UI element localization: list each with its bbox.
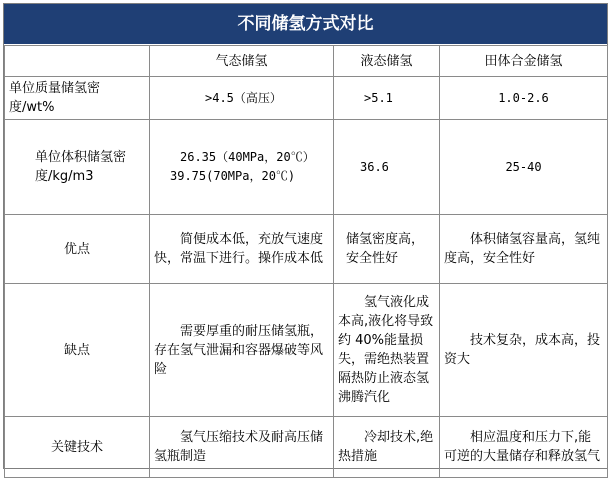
row-label: 关键技术 bbox=[5, 417, 150, 478]
header-cell-empty bbox=[5, 46, 150, 77]
header-liquid: 液态储氢 bbox=[334, 46, 440, 77]
cell-liquid: 36.6 bbox=[334, 120, 440, 215]
table-row bbox=[5, 417, 608, 478]
row-label: 单位质量储氢密度/wt% bbox=[5, 77, 150, 120]
gas-density-70mpa: 39.75(70MPa，20℃) bbox=[170, 169, 296, 183]
gas-density-40mpa: 26.35（40MPa，20℃） bbox=[180, 150, 315, 164]
cell-liquid: 储氢密度高，安全性好 bbox=[334, 215, 440, 284]
header-row bbox=[5, 46, 608, 77]
cell-solid: 体积储氢容量高，氢纯度高，安全性好 bbox=[440, 215, 608, 284]
table-row bbox=[5, 215, 608, 284]
cell-solid: 1.0-2.6 bbox=[440, 77, 608, 120]
cell-liquid: 氢气液化成本高,液化将导致约 40%能量损失，需绝热装置隔热防止液态氢沸腾汽化 bbox=[334, 284, 440, 417]
table-row bbox=[5, 120, 608, 215]
cell-solid: 25-40 bbox=[440, 120, 608, 215]
table-row bbox=[5, 284, 608, 417]
cell-liquid: >5.1 bbox=[334, 77, 440, 120]
cell-gas: 需要厚重的耐压储氢瓶，存在氢气泄漏和容器爆破等风险 bbox=[150, 284, 334, 417]
row-label: 优点 bbox=[5, 215, 150, 284]
cell-gas: 简便成本低，充放气速度快，常温下进行。操作成本低 bbox=[150, 215, 334, 284]
table-title: 不同储氢方式对比 bbox=[4, 4, 607, 44]
header-gas: 气态储氢 bbox=[150, 46, 334, 77]
cell-solid: 技术复杂，成本高，投资大 bbox=[440, 284, 608, 417]
cell-liquid: 冷却技术,绝热措施 bbox=[334, 417, 440, 478]
row-label: 缺点 bbox=[5, 284, 150, 417]
comparison-table bbox=[4, 45, 608, 478]
row-label: 单位体积储氢密度/kg/m3 bbox=[5, 120, 150, 215]
cell-gas: 氢气压缩技术及耐高压储氢瓶制造 bbox=[150, 417, 334, 478]
table-row bbox=[5, 77, 608, 120]
cell-gas: >4.5（高压） bbox=[150, 77, 334, 120]
cell-gas bbox=[150, 120, 334, 215]
header-solid: 田体合金储氢 bbox=[440, 46, 608, 77]
cell-solid: 相应温度和压力下,能可逆的大量储存和释放氢气 bbox=[440, 417, 608, 478]
